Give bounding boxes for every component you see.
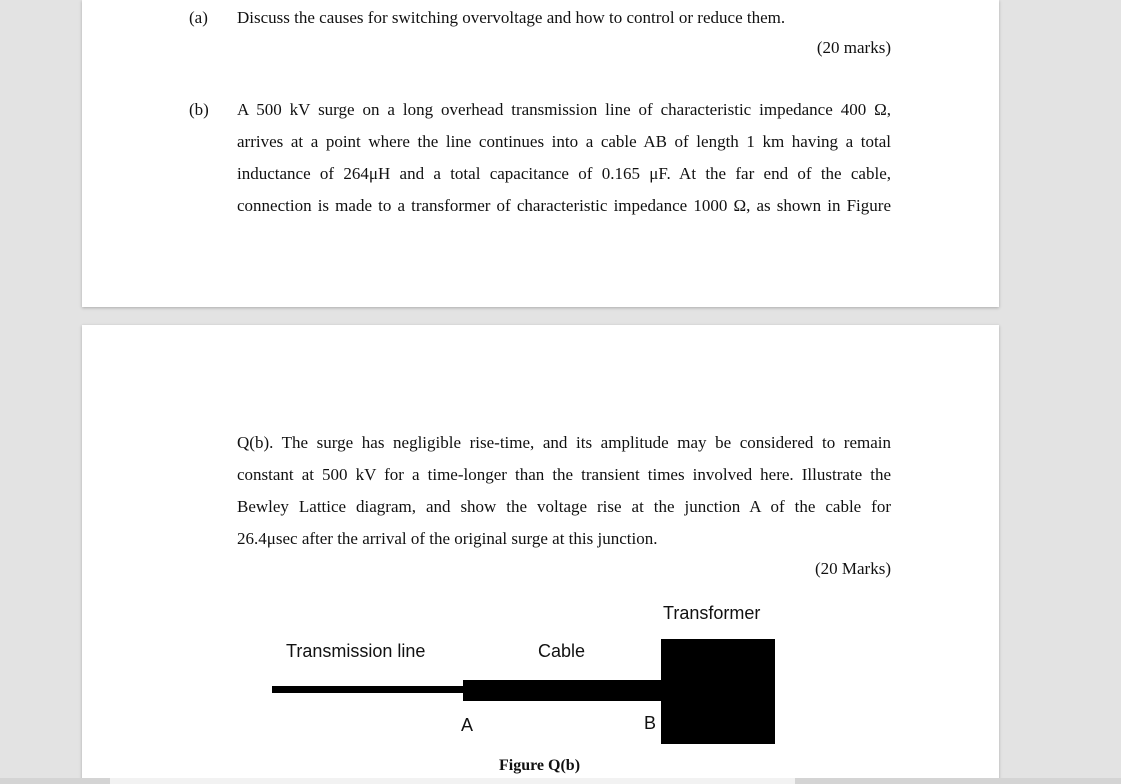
question-b-line: Bewley Lattice diagram, and show the voltage rise at the junction A of the cable for [237, 497, 891, 516]
question-b-line: A 500 kV surge on a long overhead transmission line of characteristic impedance 400 Ω, [237, 100, 891, 119]
point-a-label: A [461, 715, 474, 735]
question-b-label: (b) [189, 100, 209, 119]
question-b-line: 26.4μsec after the arrival of the original surge at this junction. [237, 529, 658, 548]
question-a-text: Discuss the causes for switching overvoltage and how to control or reduce them. [237, 8, 786, 27]
transformer-label: Transformer [663, 603, 761, 623]
transmission-line-shape [272, 686, 464, 693]
question-b-line: Q(b). The surge has negligible rise-time, and its amplitude may be considered to remain [237, 433, 891, 452]
cable-shape [463, 680, 663, 701]
transmission-line-label: Transmission line [286, 641, 426, 661]
point-b-label: B [644, 713, 657, 733]
question-b-line: arrives at a point where the line continues into a cable AB of length 1 km having a total [237, 132, 891, 151]
cable-label: Cable [538, 641, 586, 661]
question-b-line: constant at 500 kV for a time-longer than the transient times involved here. Illustrate the [237, 465, 891, 484]
question-a-marks: (20 marks) [816, 38, 891, 57]
question-a-label: (a) [189, 8, 208, 27]
scrollbar-thumb[interactable] [110, 778, 795, 784]
question-b-marks: (20 Marks) [814, 559, 891, 578]
question-b-paragraph-page2 [237, 433, 891, 561]
document-page-2 [82, 325, 999, 784]
question-b-line: inductance of 264μH and a total capacitance of 0.165 μF. At the far end of the cable, [237, 164, 891, 183]
document-page-1 [82, 0, 999, 307]
horizontal-scrollbar[interactable] [0, 778, 1121, 784]
transformer-shape [661, 639, 775, 744]
question-b-paragraph-page1 [237, 100, 891, 228]
figure-caption: Figure Q(b) [499, 757, 581, 774]
question-b-line: connection is made to a transformer of characteristic impedance 1000 Ω, as shown in Figure [237, 196, 891, 215]
